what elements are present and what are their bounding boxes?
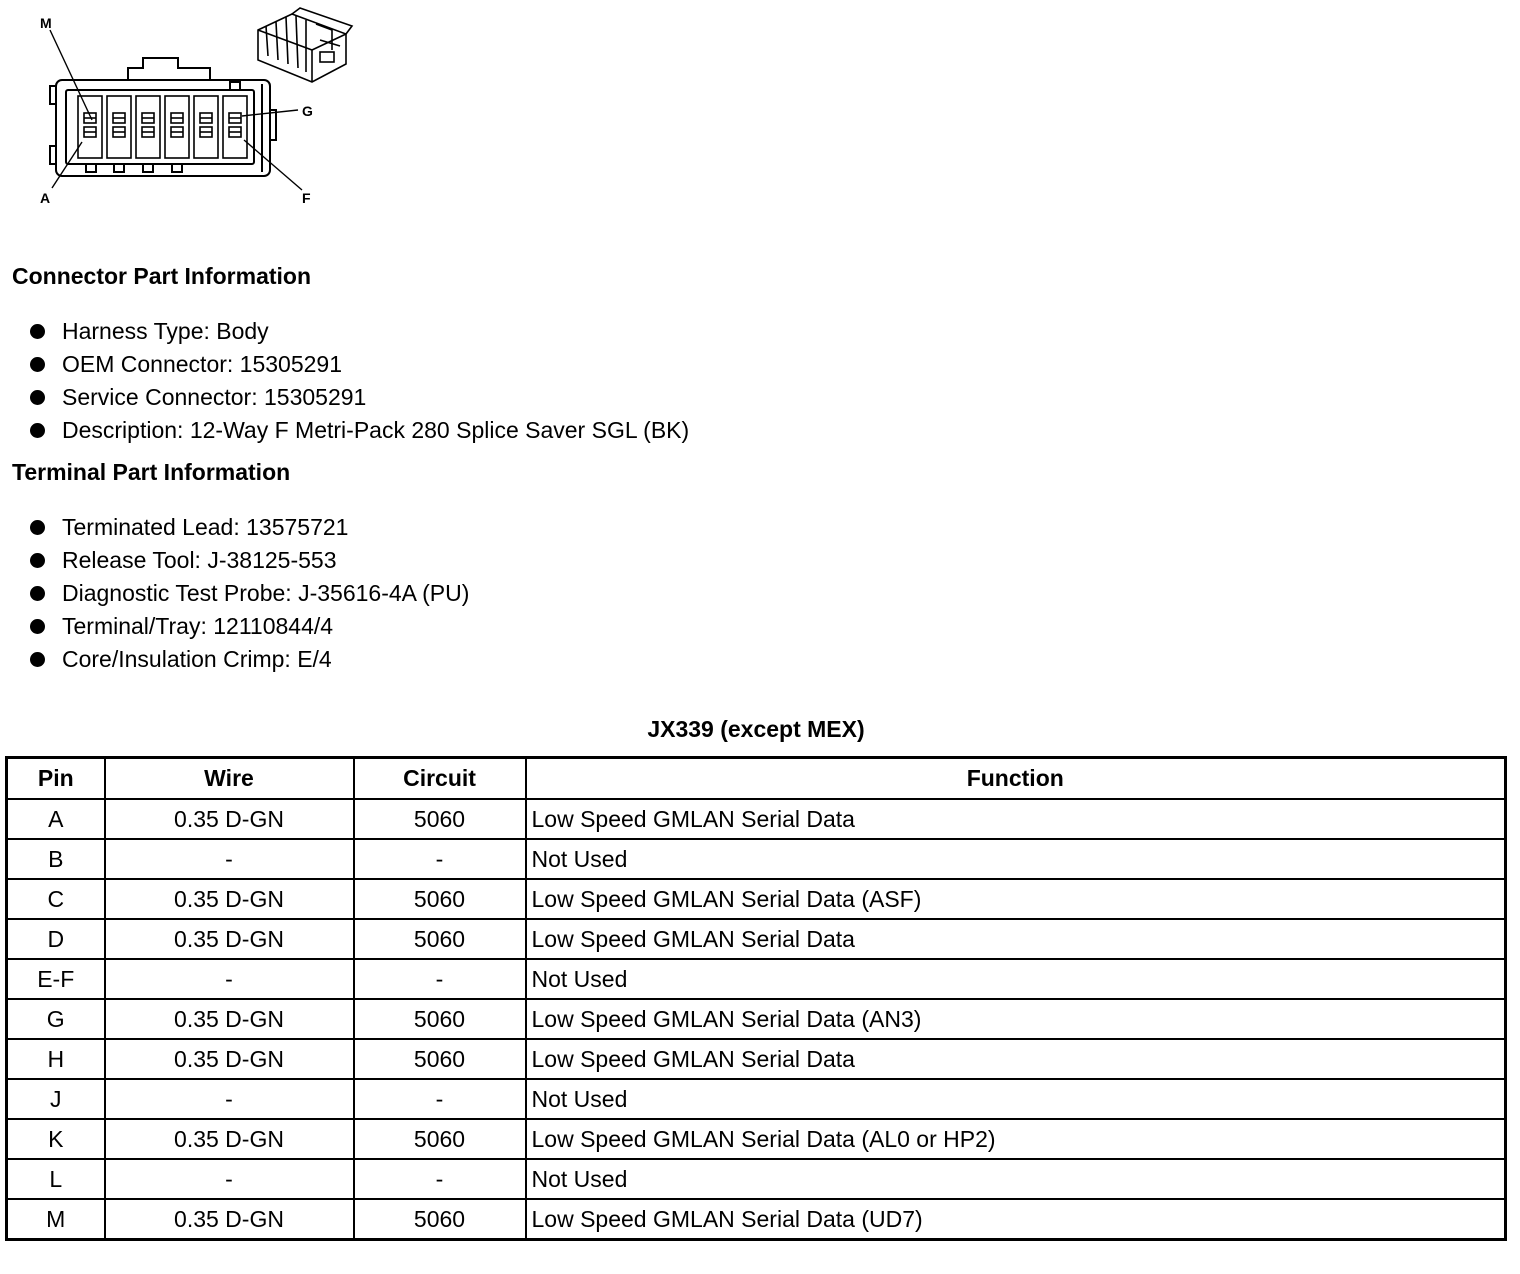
cell-circuit: - <box>354 1079 526 1119</box>
terminal-info-item <box>30 511 469 544</box>
table-row <box>7 879 1506 919</box>
cell-pin: K <box>7 1119 105 1159</box>
connector-info-item-text: Harness Type: Body <box>62 318 269 344</box>
cell-pin: E-F <box>7 959 105 999</box>
connector-diagram <box>0 0 370 215</box>
terminal-info-list <box>30 511 469 676</box>
terminal-cavities <box>78 96 247 158</box>
cell-wire: 0.35 D-GN <box>105 999 354 1039</box>
cell-function: Not Used <box>526 1159 1506 1199</box>
cell-circuit: 5060 <box>354 1199 526 1240</box>
cell-pin: C <box>7 879 105 919</box>
label-a: A <box>40 190 51 206</box>
table-row <box>7 1119 1506 1159</box>
table-row <box>7 999 1506 1039</box>
table-row <box>7 1159 1506 1199</box>
label-f: F <box>302 190 311 206</box>
cell-pin: B <box>7 839 105 879</box>
cell-wire: - <box>105 839 354 879</box>
cell-pin: H <box>7 1039 105 1079</box>
cell-circuit: 5060 <box>354 879 526 919</box>
bullet-icon <box>30 553 45 568</box>
cell-circuit: 5060 <box>354 919 526 959</box>
terminal-info-item <box>30 544 469 577</box>
table-row <box>7 839 1506 879</box>
terminal-info-item <box>30 643 469 676</box>
cell-function: Low Speed GMLAN Serial Data <box>526 919 1506 959</box>
cell-function: Low Speed GMLAN Serial Data <box>526 799 1506 839</box>
table-row <box>7 1079 1506 1119</box>
cell-wire: - <box>105 1159 354 1199</box>
connector-info-item-text: Service Connector: 15305291 <box>62 384 367 410</box>
bullet-icon <box>30 652 45 667</box>
terminal-info-item-text: Diagnostic Test Probe: J-35616-4A (PU) <box>62 580 470 606</box>
header-circuit: Circuit <box>354 758 526 800</box>
cell-circuit: 5060 <box>354 1039 526 1079</box>
connector-info-item <box>30 348 689 381</box>
header-function: Function <box>526 758 1506 800</box>
terminal-info-item <box>30 577 469 610</box>
cell-function: Not Used <box>526 839 1506 879</box>
cell-wire: - <box>105 1079 354 1119</box>
cell-circuit: - <box>354 959 526 999</box>
cell-pin: M <box>7 1199 105 1240</box>
terminal-info-heading: Terminal Part Information <box>12 459 291 485</box>
connector-3d-icon <box>258 8 352 82</box>
cell-function: Low Speed GMLAN Serial Data (UD7) <box>526 1199 1506 1240</box>
connector-info-item-text: Description: 12-Way F Metri-Pack 280 Splice Saver SGL (BK) <box>62 417 690 443</box>
terminal-info-item-text: Terminated Lead: 13575721 <box>62 514 349 540</box>
cell-wire: 0.35 D-GN <box>105 1119 354 1159</box>
bullet-icon <box>30 390 45 405</box>
table-row <box>7 799 1506 839</box>
cell-circuit: 5060 <box>354 999 526 1039</box>
cell-wire: 0.35 D-GN <box>105 1199 354 1240</box>
cell-function: Low Speed GMLAN Serial Data (AL0 or HP2) <box>526 1119 1506 1159</box>
bullet-icon <box>30 619 45 634</box>
cell-function: Low Speed GMLAN Serial Data <box>526 1039 1506 1079</box>
cell-circuit: - <box>354 1159 526 1199</box>
cell-function: Low Speed GMLAN Serial Data (AN3) <box>526 999 1506 1039</box>
header-wire: Wire <box>105 758 354 800</box>
cell-pin: D <box>7 919 105 959</box>
pinout-table <box>5 756 1507 1241</box>
terminal-info-item-text: Core/Insulation Crimp: E/4 <box>62 646 332 672</box>
table-row <box>7 959 1506 999</box>
connector-info-item-text: OEM Connector: 15305291 <box>62 351 343 377</box>
table-row <box>7 1039 1506 1079</box>
connector-body <box>56 80 270 176</box>
connector-info-item <box>30 414 689 447</box>
label-m: M <box>40 15 52 31</box>
bullet-icon <box>30 586 45 601</box>
terminal-info-item-text: Release Tool: J-38125-553 <box>62 547 337 573</box>
bullet-icon <box>30 423 45 438</box>
cell-function: Not Used <box>526 1079 1506 1119</box>
table-title: JX339 (except MEX) <box>647 716 865 742</box>
cell-circuit: - <box>354 839 526 879</box>
cell-wire: 0.35 D-GN <box>105 799 354 839</box>
cell-wire: - <box>105 959 354 999</box>
cell-wire: 0.35 D-GN <box>105 879 354 919</box>
terminal-info-item <box>30 610 469 643</box>
cell-circuit: 5060 <box>354 799 526 839</box>
bullet-icon <box>30 324 45 339</box>
label-g: G <box>302 103 313 119</box>
connector-info-item <box>30 315 689 348</box>
table-header-row <box>7 758 1506 800</box>
cell-pin: A <box>7 799 105 839</box>
bullet-icon <box>30 357 45 372</box>
cell-pin: G <box>7 999 105 1039</box>
cell-wire: 0.35 D-GN <box>105 1039 354 1079</box>
header-pin: Pin <box>7 758 105 800</box>
terminal-info-item-text: Terminal/Tray: 12110844/4 <box>62 613 334 639</box>
cell-pin: J <box>7 1079 105 1119</box>
cell-function: Low Speed GMLAN Serial Data (ASF) <box>526 879 1506 919</box>
bullet-icon <box>30 520 45 535</box>
table-row <box>7 1199 1506 1240</box>
connector-info-list <box>30 315 689 447</box>
connector-info-item <box>30 381 689 414</box>
connector-info-heading: Connector Part Information <box>12 263 312 289</box>
table-row <box>7 919 1506 959</box>
cell-function: Not Used <box>526 959 1506 999</box>
cell-pin: L <box>7 1159 105 1199</box>
cell-circuit: 5060 <box>354 1119 526 1159</box>
latch-tab <box>128 58 210 80</box>
cell-wire: 0.35 D-GN <box>105 919 354 959</box>
